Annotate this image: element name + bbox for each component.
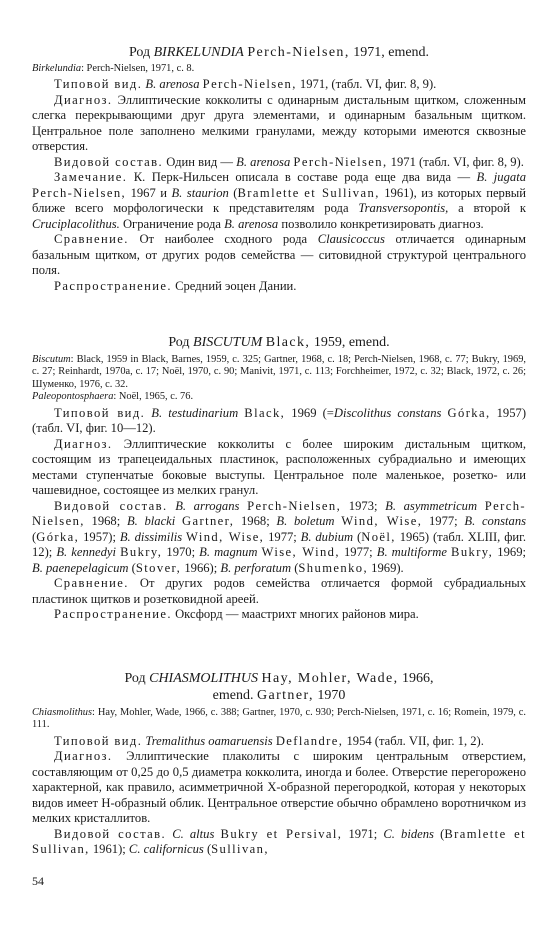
section-biscutum bbox=[32, 334, 526, 623]
species-composition-paragraph: Видовой состав. C. altus Bukry et Persival, 1971; C. bidens (Bramlette et Sullivan, 1961); C. californicus (Sullivan, bbox=[32, 826, 527, 857]
genus-heading-emend: emend. Gartner, 1970 bbox=[212, 688, 346, 703]
species-composition-paragraph: Видовой состав. Один вид — B. arenosa Perch-Nielsen, 1971 (табл. VI, фиг. 8, 9). bbox=[54, 154, 524, 169]
comparison-paragraph: Сравнение. От наиболее сходного рода Clausicoccus отличается одинарным базальным щитком, от других родов семейства — ситовидной структурой центрального поля. bbox=[32, 232, 526, 278]
page-number: 54 bbox=[32, 874, 44, 888]
genus-heading: Род BIRKELUNDIA Perch-Nielsen, 1971, emend. bbox=[128, 45, 430, 60]
genus-heading: Род BISCUTUM Black, 1959, emend. bbox=[168, 335, 390, 350]
synonymy-line: Chiasmolithus: Hay, Mohler, Wade, 1966, с. 388; Gartner, 1970, с. 930; Perch-Nielsen, 1971, с. 16; Romein, 1979, с. 111. bbox=[32, 707, 526, 731]
section-chiasmolithus bbox=[32, 670, 526, 858]
genus-heading: Род CHIASMOLITHUS Hay, Mohler, Wade, 1966, bbox=[124, 671, 434, 686]
diagnosis-paragraph: Диагноз. Эллиптические кокколиты с более широким дистальным щитком, состоящим из трапецеидальных пластинок, расположенных субрадиально и имеющих местами ступенчатые боковые выступы. Центральное поле маленькое, розетко- или чашевидное, состоящее из мелких гранул. bbox=[32, 436, 527, 498]
species-composition-paragraph: Видовой состав. B. arrogans Perch-Nielsen, 1973; B. asymmetricum Perch-Nielsen, 1968; B. blacki Gartner, 1968; B. boletum Wind, Wise, 1977; B. constans (Górka, 1957); B. dissimilis Wind, Wise, 1977; B. dubium (Noël, 1965) (табл. XLIII, фиг. 12); B. kennedyi Bukry, 1970; B. magnum Wise, Wind, 1977; B. multiforme Bukry, 1969; B. paenepelagicum (Stover, 1966); B. perforatum (Shumenko, 1969). bbox=[32, 498, 527, 575]
section-birkelundia bbox=[32, 44, 526, 294]
type-species-paragraph: Типовой вид. B. testudinarium Black, 1969 (=Discolithus constans Górka, 1957) (табл. VI, фиг. 10—12). bbox=[32, 405, 527, 436]
remark-paragraph: Замечание. К. Перк-Нильсен описала в составе рода еще два вида — B. jugata Perch-Nielsen, 1967 и B. staurion (Bramlette et Sullivan, 1961), из которых первый ближе всего морфологически к представителям рода Transversopontis, а второй к Cruciplacolithus. Ограничение рода B. arenosa позволило конкретизировать диагноз. bbox=[32, 170, 527, 231]
comparison-paragraph: Сравнение. От других родов семейства отличается формой субрадиальных пластинок щитков и розетковидной ареей. bbox=[32, 576, 526, 606]
type-species-paragraph: Типовой вид. B. arenosa Perch-Nielsen, 1971, (табл. VI, фиг. 8, 9). bbox=[54, 77, 437, 92]
synonymy-line: Paleopontosphaera: Noël, 1965, с. 76. bbox=[32, 391, 194, 403]
type-species-paragraph: Типовой вид. Tremalithus oamaruensis Deflandre, 1954 (табл. VII, фиг. 1, 2). bbox=[54, 733, 484, 748]
synonymy-line: Birkelundia: Perch-Nielsen, 1971, с. 8. bbox=[32, 63, 195, 74]
distribution-paragraph: Распространение. Средний эоцен Дании. bbox=[54, 278, 297, 293]
diagnosis-paragraph: Диагноз. Эллиптические плаколиты с широким центральным отверстием, составляющим от 0,25 до 0,5 диаметра кокколита, иногда и более. Отверстие перегорожено характерной, как правило, асимметричной Х-образной перегородкой, которая у некоторых видов имеет Н-образный облик. Центральное отверстие обычно обрамлено воротничком из мелких кристаллитов. bbox=[32, 749, 526, 826]
synonymy-line: Biscutum: Black, 1959 in Black, Barnes, 1959, с. 325; Gartner, 1968, с. 18; Perch-Nielsen, 1968, с. 77; Bukry, 1969, с. 27; Reinhardt, 1970а, с. 17; Noël, 1970, с. 90; Manivit, 1971, с. 113; Forchheimer, 1972, с. 32; Black, 1972, с. 26; Шуменко, 1976, с. 32. bbox=[32, 354, 526, 390]
diagnosis-paragraph: Диагноз. Эллиптические кокколиты с одинарным дистальным щитком, сложенным слегка перекрывающими друг друга элементами, и одинарным базальным щитком. Центральное поле заполнено мелкими гранулами, между которыми имеются сквозные отверстия. bbox=[32, 92, 526, 154]
distribution-paragraph: Распространение. Оксфорд — маастрихт многих районов мира. bbox=[54, 607, 419, 622]
